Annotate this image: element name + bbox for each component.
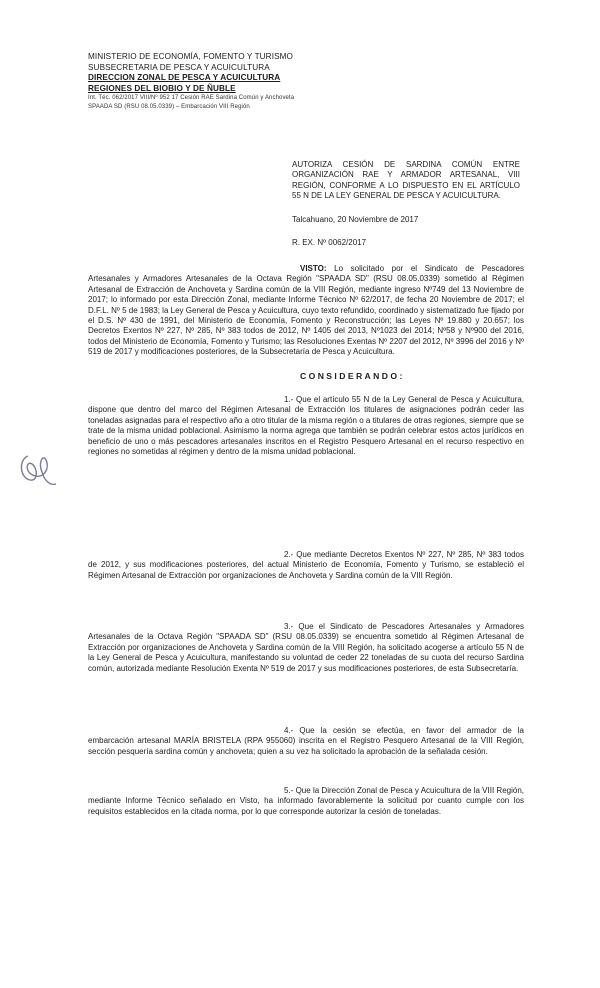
place-date: Talcahuano, 20 Noviembre de 2017 bbox=[292, 215, 419, 224]
handwritten-initials bbox=[16, 450, 60, 490]
regiones-name: REGIONES DEL BIOBIO Y DE ÑUBLE bbox=[88, 83, 236, 93]
subsecretaria-name: SUBSECRETARIA DE PESCA Y ACUICULTURA bbox=[88, 62, 270, 72]
letterhead bbox=[88, 52, 294, 111]
reference-line-2: SPAADA SD (RSU 08.05.0339) – Embarcación VIII Región bbox=[88, 103, 250, 110]
ministry-name: MINISTERIO DE ECONOMÍA, FOMENTO Y TURISMO bbox=[88, 52, 294, 61]
resolution-number: R. EX. Nº 0062/2017 bbox=[292, 238, 367, 247]
visto-section bbox=[88, 264, 524, 358]
resolution-subject: AUTORIZA CESIÓN DE SARDINA COMÚN ENTRE ORGANIZACIÓN RAE Y ARMADOR ARTESANAL, VIII REGIÓN, CONFORME A LO DISPUESTO EN EL ARTÍCULO 55 N DE LA LEY GENERAL DE PESCA Y ACUICULTURA. bbox=[292, 160, 520, 200]
visto-text: Lo solicitado por el Sindicato de Pescadores Artesanales y Armadores Artesanales de la Octava Región "SPAADA SD" (RSU 08.05.0339) sometido al Régimen Artesanal de Extracción de Anchoveta y Sardina común de la VIII Región, mediante ingreso Nº749 del 13 Noviembre de 2017; lo informado por esta Dirección Zonal, mediante Informe Técnico Nº 62/2017, de fecha 20 Noviembre de 2017; el D.F.L. Nº 5 de 1983; la Ley General de Pesca y Acuicultura, cuyo texto refundido, coordinado y sistematizado fue fijado por el D.S. Nº 430 de 1991, del Ministerio de Economía, Fomento y Reconstrucción; las Leyes Nº 19.880 y 20.657; los Decretos Exentos Nº 227, Nº 285, Nº 383 todos de 2012, Nº 1405 del 2013, Nº1023 del 2014; Nº58 y Nº900 del 2016, todos del Ministerio de Economía, Fomento y Turismo; las Resoluciones Exentas Nº 2207 del 2012, Nº 3996 del 2016 y Nº 519 de 2017 y modificaciones posteriores, de la Subsecretaría de Pesca y Acuicultura. bbox=[88, 264, 524, 357]
visto-label: VISTO: bbox=[300, 264, 327, 273]
considerando-5: 5.- Que la Dirección Zonal de Pesca y Acuicultura de la VIII Región, mediante Informe Técnico señalado en Visto, ha informado favorablemente la solicitud por cuanto cumple con los requisitos establecidos en la citada norma, por lo que corresponde autorizar la cesión de toneladas. bbox=[88, 786, 524, 816]
considerando-1: 1.- Que el artículo 55 N de la Ley General de Pesca y Acuicultura, dispone que dentro del marco del Régimen Artesanal de Extracción los titulares de asignaciones podrán ceder las toneladas asignadas para el respectivo año a otro titular de la misma región o a titulares de otras regiones, siempre que se trate de la misma unidad poblacional. Asimismo la norma agrega que también se podrán celebrar estos actos jurídicos en beneficio de uno o más pescadores artesanales inscritos en el Registro Pesquero Artesanal en el recurso respectivo en regiones no sometidas al régimen y dentro de la misma unidad poblacional. bbox=[88, 395, 524, 457]
reference-line-1: Int. Téc. 062/2017 VIII/Nº 952 17 Cesión RAE Sardina Común y Anchoveta bbox=[88, 95, 295, 102]
considerando-2: 2.- Que mediante Decretos Exentos Nº 227, Nº 285, Nº 383 todos de 2012, y sus modificaciones posteriores, del actual Ministerio de Economía, Fomento y Turismo, se estableció el Régimen Artesanal de Extracción por organizaciones de Anchoveta y Sardina común de la VIII Región. bbox=[88, 550, 524, 580]
direccion-zonal-name: DIRECCION ZONAL DE PESCA Y ACUICULTURA bbox=[88, 73, 281, 83]
considerando-4: 4.- Que la cesión se efectúa, en favor del armador de la embarcación artesanal MARÍA BRISTELA (RPA 955060) inscrita en el Registro Pesquero Artesanal de la VIII Región, sección pesquería sardina común y anchoveta; quien a su vez ha solicitado la aprobación de la señalada cesión. bbox=[88, 726, 524, 756]
considerando-title: CONSIDERANDO: bbox=[300, 371, 405, 381]
considerando-3: 3.- Que el Sindicato de Pescadores Artesanales y Armadores Artesanales de la Octava Región "SPAADA SD" (RSU 08.05.0339) se encuentra sometido al Régimen Artesanal de Extracción por organizaciones de Anchoveta y Sardina común de la VIII Región, ha solicitado acogerse a artículo 55 N de la Ley General de Pesca y Acuicultura, manifestando su voluntad de ceder 22 toneladas de su cuota del recurso Sardina común, autorizada mediante Resolución Exenta Nº 519 de 2017 y sus modificaciones posteriores, de esta Subsecretaría. bbox=[88, 622, 524, 673]
